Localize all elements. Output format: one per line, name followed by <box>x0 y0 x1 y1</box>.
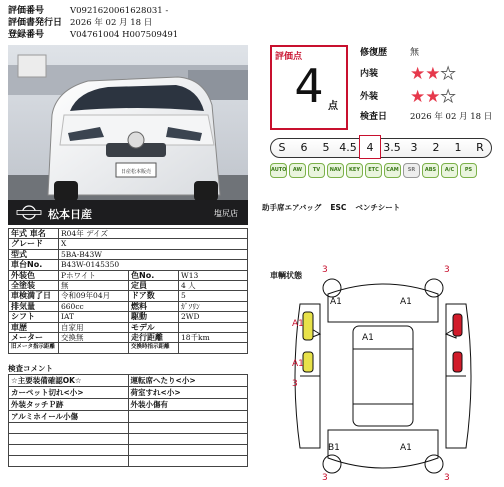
scale-grade: 2 <box>432 141 440 154</box>
spec-key: メーター <box>9 333 59 343</box>
spec-key: 外装色 <box>9 270 59 280</box>
table-row <box>9 333 248 343</box>
scale-grade: 3.5 <box>383 141 401 154</box>
repair-label: 修復歴 <box>360 48 388 58</box>
repair-history-row <box>360 46 420 60</box>
spec-key: 定員 <box>129 281 179 291</box>
table-row <box>9 456 248 467</box>
spec-value: IAT <box>59 312 129 322</box>
comment-cell <box>9 434 129 445</box>
spec-key: 年式 車名 <box>9 229 59 239</box>
panel-right-rear-red <box>453 352 462 372</box>
scale-grade: 4 <box>359 135 381 159</box>
equipment-aw-icon: AW <box>289 163 306 178</box>
spec-key: 全塗装 <box>9 281 59 291</box>
damage-mark: 3 <box>292 379 298 389</box>
spec-table <box>8 228 248 354</box>
comment-cell <box>9 445 129 456</box>
damage-diagram <box>270 264 496 482</box>
damage-mark: A1 <box>362 333 374 343</box>
spec-value: 交換無 <box>59 333 129 343</box>
equipment-sr-icon: SR <box>403 163 420 178</box>
equipment-tv-icon: TV <box>308 163 325 178</box>
comment-cell <box>128 434 247 445</box>
inspect-date-label: 検査日 <box>360 112 388 122</box>
table-row <box>9 249 248 259</box>
comment-cell: カーペット切れ<小> <box>9 387 129 399</box>
grade-scale <box>270 138 492 158</box>
comment-cell: ☆主要装備確認OK☆ <box>9 375 129 387</box>
exterior-label: 外装 <box>360 92 379 102</box>
eval-number-row <box>8 5 168 17</box>
branch-name: 塩尻店 <box>214 209 238 218</box>
vehicle-photo <box>8 45 248 225</box>
spec-value: R04年 デイズ <box>59 229 248 239</box>
spec-key: 旧メータ指示距離 <box>9 343 59 353</box>
damage-mark: 3 <box>444 473 450 482</box>
scale-grade: 5 <box>322 141 330 154</box>
equipment-airbag: 助手席エアバッグ <box>262 203 322 212</box>
spec-value: X <box>59 239 248 249</box>
spec-value <box>179 322 248 332</box>
interior-row <box>360 64 456 84</box>
equipment-key-icon: KEY <box>346 163 363 178</box>
equipment-ac-icon: A/C <box>441 163 458 178</box>
repair-value: 無 <box>410 48 420 58</box>
exterior-rating <box>410 87 456 107</box>
spec-key: 車歴 <box>9 322 59 332</box>
equipment-abs-icon: ABS <box>422 163 439 178</box>
spec-value: ｶﾞｿﾘﾝ <box>179 301 248 311</box>
comment-cell <box>128 445 247 456</box>
scale-grade: 3 <box>410 141 418 154</box>
table-row <box>9 312 248 322</box>
table-row <box>9 343 248 353</box>
spec-key: 燃料 <box>129 301 179 311</box>
score-label: 評価点 <box>275 52 303 62</box>
table-row <box>9 322 248 332</box>
spec-value: 無 <box>59 281 129 291</box>
eval-number-value: V0921620061628031 - <box>70 6 169 16</box>
comment-cell: 外装小傷有 <box>128 399 247 411</box>
inspect-date-value: 2026 年 02 月 18 日 <box>410 112 493 122</box>
table-row <box>9 301 248 311</box>
comment-cell <box>9 423 129 434</box>
scale-grade: R <box>476 141 484 154</box>
spec-key: ドア数 <box>129 291 179 301</box>
comment-cell <box>9 456 129 467</box>
spec-key: 色No. <box>129 270 179 280</box>
equipment-icons <box>270 163 477 179</box>
table-row <box>9 291 248 301</box>
spec-value: 自家用 <box>59 322 129 332</box>
damage-mark: 3 <box>322 265 328 275</box>
equipment-ps-icon: PS <box>460 163 477 178</box>
comment-cell: 荷室すれ<小> <box>128 387 247 399</box>
damage-mark: 3 <box>322 473 328 482</box>
score-value: 4 <box>294 59 324 113</box>
star-icon: ★ <box>425 87 441 107</box>
spec-key: 走行距離 <box>129 333 179 343</box>
issue-date-row <box>8 17 152 29</box>
comments-title: 検査コメント <box>8 364 53 373</box>
star-icon: ★ <box>440 87 456 107</box>
plate-text: 日産松本販売 <box>120 169 152 175</box>
damage-mark: A1 <box>292 319 304 329</box>
star-icon: ★ <box>440 64 456 84</box>
damage-mark: A1 <box>292 359 304 369</box>
comment-cell <box>128 411 247 423</box>
table-row <box>9 229 248 239</box>
spec-key: 車台No. <box>9 260 59 270</box>
spec-key: 駆動 <box>129 312 179 322</box>
scale-grade: S <box>278 141 286 154</box>
dealer-name: 松本日産 <box>48 208 92 221</box>
inspection-date-row <box>360 110 493 124</box>
panel-right-front-red <box>453 314 462 336</box>
registration-value: V04761004 H007509491 <box>70 30 179 40</box>
spec-value: 4 人 <box>179 281 248 291</box>
spec-key: モデル <box>129 322 179 332</box>
table-row <box>9 399 248 411</box>
damage-mark: 3 <box>444 265 450 275</box>
spec-value: B43W-0145350 <box>59 260 248 270</box>
spec-value: 5BA-B43W <box>59 249 248 259</box>
damage-mark: A1 <box>400 443 412 453</box>
issue-date-value: 2026 年 02 月 18 日 <box>70 18 153 28</box>
table-row <box>9 375 248 387</box>
panel-left-front-yellow <box>303 312 313 340</box>
nissan-logo-icon <box>14 205 44 220</box>
spec-key: シフト <box>9 312 59 322</box>
panel-left-rear-yellow <box>303 352 313 372</box>
table-row <box>9 239 248 249</box>
equipment-etc-icon: ETC <box>365 163 382 178</box>
spec-value: 5 <box>179 291 248 301</box>
interior-rating <box>410 64 456 84</box>
spec-value <box>179 343 248 353</box>
spec-key: 排気量 <box>9 301 59 311</box>
damage-mark: A1 <box>330 297 342 307</box>
equipment-esc: ESC <box>330 203 347 212</box>
star-icon: ★ <box>425 64 441 84</box>
comment-cell <box>128 423 247 434</box>
spec-value: 2WD <box>179 312 248 322</box>
table-row <box>9 434 248 445</box>
diagram-title: 車輌状態 <box>270 271 302 280</box>
comment-cell: アルミホイール小傷 <box>9 411 129 423</box>
score-box <box>270 45 348 130</box>
table-row <box>9 387 248 399</box>
table-row <box>9 423 248 434</box>
table-row <box>9 411 248 423</box>
table-row <box>9 281 248 291</box>
damage-mark: B1 <box>328 443 340 453</box>
scale-grade: 6 <box>300 141 308 154</box>
registration-row <box>8 29 178 41</box>
comment-cell: 外装タッチＰ跡 <box>9 399 129 411</box>
comments-table <box>8 374 248 467</box>
scale-grade: 4.5 <box>339 141 357 154</box>
spec-key: グレード <box>9 239 59 249</box>
spec-value: 令和09年04月 <box>59 291 129 301</box>
score-unit: 点 <box>328 101 338 112</box>
issue-date-label: 評価書発行日 <box>8 18 63 28</box>
spec-value <box>59 343 129 353</box>
interior-label: 内装 <box>360 69 379 79</box>
table-row <box>9 445 248 456</box>
inspection-comments <box>8 364 248 467</box>
comment-cell: 運転席へたり<小> <box>128 375 247 387</box>
car-front-image <box>8 45 248 225</box>
spec-key: 車検満了日 <box>9 291 59 301</box>
spec-key: 交換時指示距離 <box>129 343 179 353</box>
equipment-auto-icon: AUTO <box>270 163 287 178</box>
star-icon: ★ <box>410 64 426 84</box>
exterior-row <box>360 87 456 107</box>
dealer-bar <box>8 200 248 225</box>
spec-value: W13 <box>179 270 248 280</box>
spec-value: Pホワイト <box>59 270 129 280</box>
spec-key: 型式 <box>9 249 59 259</box>
spec-value: 660cc <box>59 301 129 311</box>
eval-number-label: 評価番号 <box>8 6 45 16</box>
spec-value: 18千km <box>179 333 248 343</box>
equipment-nav-icon: NAV <box>327 163 344 178</box>
equipment-text <box>262 202 409 213</box>
scale-grade: 1 <box>454 141 462 154</box>
damage-mark: A1 <box>400 297 412 307</box>
equipment-bench: ベンチシート <box>355 203 401 212</box>
comment-cell <box>128 456 247 467</box>
star-icon: ★ <box>410 87 426 107</box>
registration-label: 登録番号 <box>8 30 45 40</box>
table-row <box>9 270 248 280</box>
table-row <box>9 260 248 270</box>
equipment-cam-icon: CAM <box>384 163 401 178</box>
